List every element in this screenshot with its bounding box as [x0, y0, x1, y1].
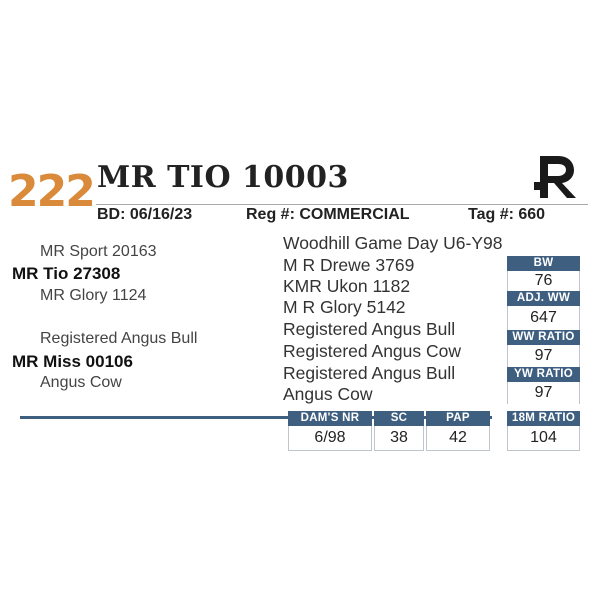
animal-name: MR TIO 10003 [97, 160, 349, 195]
stat-label: ADJ. WW [507, 291, 580, 306]
stat-value: 38 [374, 426, 424, 451]
ext-pedigree-item: M R Drewe 3769 [283, 255, 415, 275]
sire-dam: MR Glory 1124 [40, 287, 147, 304]
stat-label: 18M RATIO [507, 411, 580, 426]
stat-value: 76 [507, 271, 580, 291]
ext-pedigree-item: Registered Angus Bull [283, 363, 456, 383]
stat-dams-nr [288, 411, 372, 451]
stat-value: 42 [426, 426, 490, 451]
stat-18m [507, 411, 580, 451]
birth-date: BD: 06/16/23 [97, 206, 193, 223]
stat-pap [426, 411, 490, 451]
ext-pedigree-item: Angus Cow [283, 384, 373, 404]
stat-label: SC [374, 411, 424, 426]
sire-sire: MR Sport 20163 [40, 243, 157, 260]
header-divider [96, 204, 588, 205]
stat-label: DAM'S NR [288, 411, 372, 426]
stat-value: 6/98 [288, 426, 372, 451]
stat-label: PAP [426, 411, 490, 426]
dam-sire: Registered Angus Bull [40, 330, 198, 347]
stat-value: 97 [507, 382, 580, 404]
dam-dam: Angus Cow [40, 374, 122, 391]
stat-label: BW [507, 256, 580, 271]
ext-pedigree-item: Woodhill Game Day U6-Y98 [283, 233, 503, 253]
ext-pedigree-item: Registered Angus Cow [283, 341, 462, 361]
registration-number: Reg #: COMMERCIAL [246, 206, 410, 223]
stat-sc [374, 411, 424, 451]
tag-number: Tag #: 660 [468, 206, 546, 223]
lot-number: 222 [8, 166, 94, 217]
stat-value: 104 [507, 426, 580, 451]
sire: MR Tio 27308 [12, 264, 121, 283]
stat-label: YW RATIO [507, 367, 580, 382]
stat-value: 97 [507, 345, 580, 367]
ext-pedigree-item: M R Glory 5142 [283, 297, 406, 317]
stat-value: 647 [507, 306, 580, 330]
ext-pedigree-item: KMR Ukon 1182 [283, 276, 411, 296]
stat-label: WW RATIO [507, 330, 580, 345]
stats-column [507, 256, 580, 404]
r-brand-logo-icon [532, 152, 582, 200]
dam: MR Miss 00106 [12, 352, 133, 371]
ext-pedigree-item: Registered Angus Bull [283, 319, 456, 339]
